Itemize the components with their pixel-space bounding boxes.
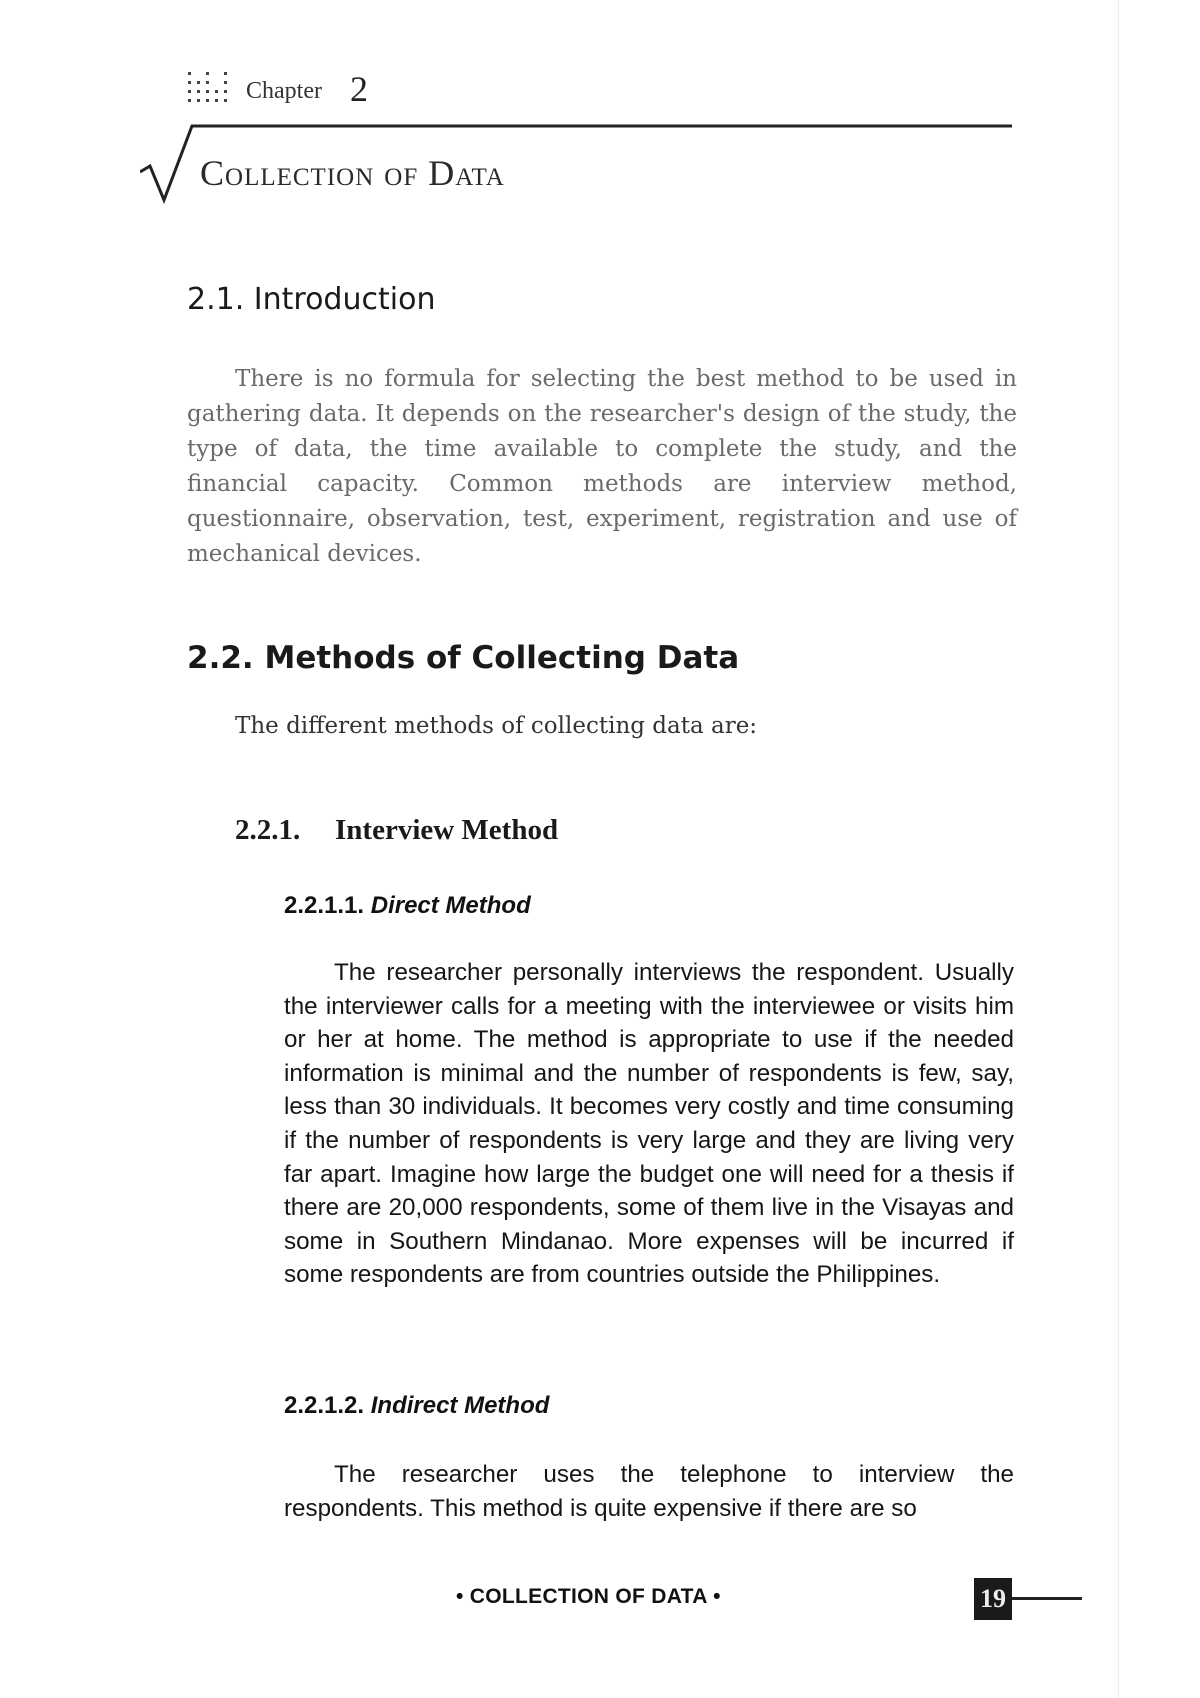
subsubsection-heading-indirect: [284, 1392, 549, 1420]
subsection-heading-interview: [235, 814, 558, 847]
chapter-number: 2: [350, 69, 368, 109]
subsubsection-title: Direct Method: [370, 892, 531, 919]
direct-method-paragraph: The researcher personally interviews the respondent. Usually the interviewer calls for a meeting with the interviewee or visits him or her at home. The method is appropriate to use if the needed information is minimal and the number of respondents is few, say, less than 30 individuals. It becomes very costly and time consuming if the number of respondents is very large and they are living very far apart. Imagine how large the budget one will need for a thesis if there are 20,000 respondents, some of them live in the Visayas and some in Southern Mindanao. More expenses will be incurred if some respondents are from countries outside the Philippines.: [284, 959, 1014, 1289]
section-heading-introduction: 2.1. Introduction: [187, 282, 436, 317]
chapter-dots-ornament: [186, 68, 238, 106]
subsection-number: 2.2.1.: [235, 814, 301, 846]
introduction-paragraph: There is no formula for selecting the best method to be used in gathering data. It depends on the researcher's design of the study, the type of data, the time available to complete the study, and the financial capacity. Common methods are interview method, questionnaire, observation, test, experiment, registration and use of mechanical devices.: [187, 366, 1017, 567]
subsubsection-title: Indirect Method: [370, 1392, 550, 1419]
page-number: 19: [974, 1578, 1012, 1620]
running-footer-title: • COLLECTION OF DATA •: [456, 1585, 721, 1608]
section-heading-methods: 2.2. Methods of Collecting Data: [187, 640, 740, 676]
subsection-title: Interview Method: [335, 814, 559, 846]
chapter-title: Collection of Data: [200, 153, 505, 193]
subsubsection-number: 2.2.1.2.: [284, 1392, 365, 1419]
methods-intro-paragraph: The different methods of collecting data are:: [235, 713, 758, 739]
indirect-method-paragraph: The researcher uses the telephone to interview the respondents. This method is quite expensive if there are so: [284, 1461, 1014, 1522]
page-number-rule: [1012, 1597, 1082, 1600]
page-edge-shadow: [1118, 0, 1119, 1698]
subsubsection-heading-direct: [284, 892, 531, 920]
subsubsection-number: 2.2.1.1.: [284, 892, 365, 919]
chapter-label: Chapter: [246, 78, 322, 104]
